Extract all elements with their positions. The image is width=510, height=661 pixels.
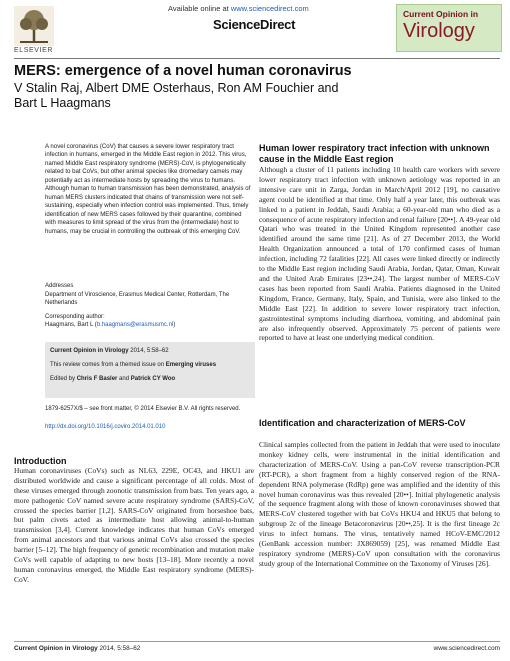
elsevier-tree-logo (14, 6, 54, 46)
journal-cover-subject: Virology (403, 20, 475, 42)
corresponding-heading: Corresponding author: (45, 314, 105, 320)
footer-divider (14, 641, 500, 642)
copyright-text: 1879-6257X/$ – see front matter, © 2014 Elsevier B.V. All rights reserved. (45, 406, 241, 412)
info-theme-name: Emerging viruses (165, 362, 217, 368)
info-editors (50, 376, 175, 382)
info-theme-prefix: This review comes from a themed issue on (50, 362, 166, 368)
addresses-heading: Addresses (45, 283, 74, 289)
info-citation-detail: 2014, 5:58–62 (128, 348, 169, 354)
human-infection-heading: Human lower respiratory tract infection with unknown cause in the Middle East region (259, 143, 490, 164)
journal-cover-title: Current Opinion in (403, 9, 479, 19)
authors-line-2: Bart L Haagmans (14, 96, 111, 110)
author-list (14, 81, 454, 111)
identification-heading: Identification and characterization of MERS-CoV (259, 418, 466, 428)
sciencedirect-brand: ScienceDirect (213, 17, 296, 32)
corresponding-author (45, 322, 175, 328)
authors-line-1: V Stalin Raj, Albert DME Osterhaus, Ron AM Fouchier and (14, 81, 339, 95)
info-journal: Current Opinion in Virology (50, 348, 129, 354)
publisher-name: ELSEVIER (14, 47, 54, 54)
journal-cover (396, 4, 502, 52)
info-editors-and: and (117, 376, 131, 382)
footer-citation-detail: 2014, 5:58–62 (97, 645, 141, 652)
addresses-text: Department of Viroscience, Erasmus Medical Center, Rotterdam, The Netherlands (45, 292, 230, 306)
doi-link[interactable]: http://dx.doi.org/10.1016/j.coviro.2014.01.010 (45, 424, 166, 430)
article-title: MERS: emergence of a novel human coronavirus (14, 63, 352, 79)
sciencedirect-link[interactable]: www.sciencedirect.com (230, 4, 309, 13)
availability-line (168, 4, 309, 13)
footer-site-link[interactable]: www.sciencedirect.com (433, 645, 500, 652)
info-editor-2: Patrick CY Woo (130, 376, 176, 382)
available-prefix: Available online at (168, 4, 231, 13)
article-info-box (45, 342, 255, 398)
abstract-text: A novel coronavirus (CoV) that causes a severe lower respiratory tract infection in humans, emerged in the Middle East region in 2012. This virus, named Middle East respiratory syndrome (MERS)-CoV, is phylogenetically related to bat CoVs, but other animal species like dromedary camels may potentially act as intermediate hosts by spreading the virus to humans. Although human to human transmission has been demonstrated, analysis of human MERS clusters indicated that chains of transmission were not self-sustaining, especially when infection control was implemented. Thus, timely identification of new MERS cases followed by their quarantine, combined with measures to limit spread of the virus from the (intermediate) host to humans, may be crucial in controlling the outbreak of this emerging CoV. (45, 143, 251, 235)
footer-citation (14, 645, 140, 652)
footer-journal: Current Opinion in Virology (14, 645, 98, 652)
header-divider (14, 58, 500, 59)
human-infection-body: Although a cluster of 11 patients including 10 health care workers with severe lower respiratory tract infection with unknown aetiology was reported in an intensive care unit in Zarga, Jordan in March/April 2012 [19], no causative agent could be identified at that time. Only half a year later, this outbreak was linked to a patient in Jeddah, Saudi Arabia; a 60-year-old man who died as a consequence of acute respiratory infection and renal failure [20••]. A 49-year old Qatari who was treated in the United Kingdom represented another case identified around the same time [21]. As of 27 December 2013, the World Health Organization announced a total of 170 confirmed cases of human infection, including 72 fatalities [22]. All cases were linked directly or indirectly to the Middle East region including Saudi Arabia, Jordan, Qatar, Oman, Kuwait and the United Arab Emirates [23••,24]. The largest number of MERS-CoV cases has been reported from Saudi Arabia. Patients diagnosed in the United Kingdom, France, Germany, Italy, Spain, and Tunisia, were also linked to the Middle East [22]. In addition to severe lower respiratory tract infection, gastrointestinal symptoms including diarrhoea, vomiting, and abdominal pain are also infrequently observed. Approximately 75 percent of patients were reported to have at least one underlying medical condition. (259, 165, 500, 343)
corresponding-name: Haagmans, Bart L ( (45, 322, 97, 328)
introduction-body: Human coronaviruses (CoVs) such as NL63, 229E, OC43, and HKU1 are distributed worldwide and cause a significant percentage of all colds. Most of these viruses emerged through zoonotic transmission from bats. Ten years ago, a more pathogenic CoV named severe acute respiratory syndrome (SARS)-CoV, crossed the species barrier [1,2]. SARS-CoV originated from horseshoe bats, but palm civets acted as intermediate host allowing animal-to-human transmission [3,4]. Current knowledge indicates that human CoVs emerged from animal ancestors and that various animal CoVs also crossed the species barrier [5–12]. The high frequency of genetic recombination and mutation make CoVs well capable of adapting to new hosts [13–18]. More recently a novel human coronavirus emerged, the Middle East respiratory syndrome (MERS)-CoV. (14, 466, 254, 584)
info-theme (50, 362, 216, 368)
info-editors-prefix: Edited by (50, 376, 77, 382)
info-citation (50, 348, 169, 354)
corresponding-close: ) (173, 322, 176, 328)
identification-body: Clinical samples collected from the patient in Jeddah that were used to inoculate monkey kidney cells, were instrumental in the initial identification and characterization of MERS-CoV. Using a pan-CoV reverse transcription-PCR (RT-PCR), a short fragment from a highly conserved region of the RNA-dependent RNA polymerase (RdRp) gene was amplified and the identity of this novel human coronavirus was thus revealed [20••]. Initial phylogenetic analysis of the sequence fragment along with those of known coronaviruses showed that MERS-CoV clustered together with bat CoVs HKU4 and HKU5 that belong to subgroup 2c of the lineage Betacoronavirus [20••,25]. It is the first lineage 2c virus to infect humans. The virus, tentatively named HCoV-EMC/2012 (GenBank accession number: JX869059) [25], was renamed Middle East respiratory syndrome (MERS)-CoV upon consultation with the coronavirus study group of the International Committee on the Taxonomy of Viruses [26]. (259, 440, 500, 568)
corresponding-email-link[interactable]: b.haagmans@erasmusmc.nl (96, 322, 174, 328)
info-editor-1: Chris F Basler (76, 376, 118, 382)
introduction-heading: Introduction (14, 456, 67, 466)
